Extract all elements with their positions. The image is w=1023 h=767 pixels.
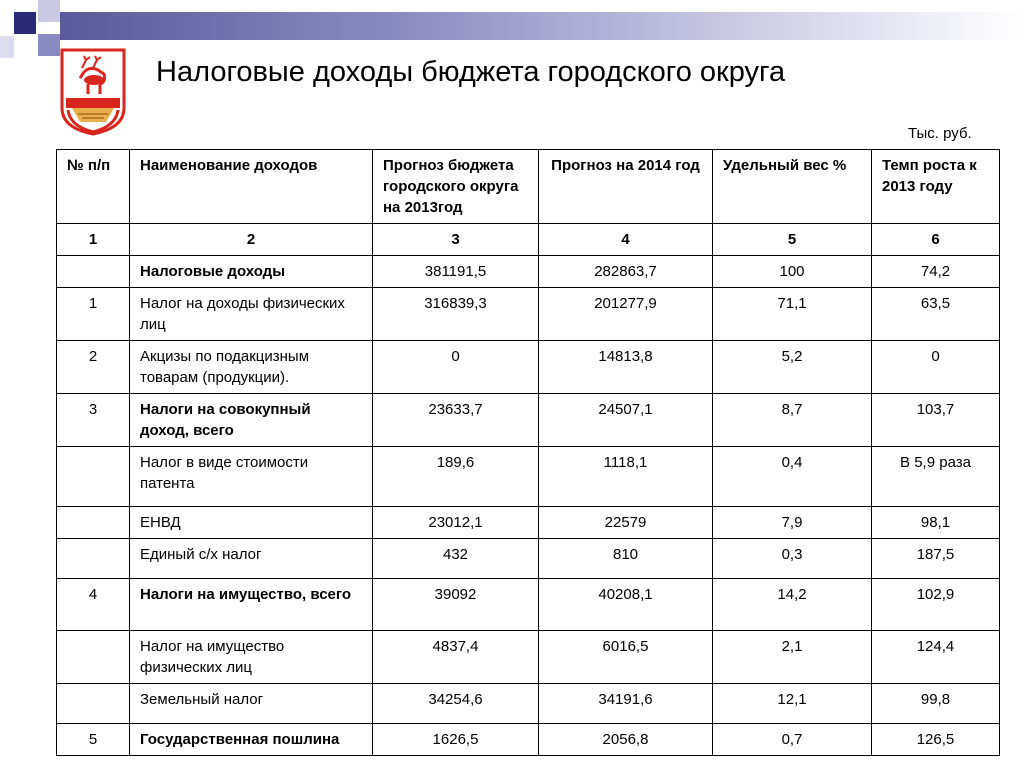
row-share: 5,2 [713,341,872,394]
row-forecast-2014: 24507,1 [539,394,713,447]
row-share: 8,7 [713,394,872,447]
deco-square-light-2 [0,36,14,58]
deco-square-dark [14,12,36,34]
table-row [57,288,1000,341]
row-forecast-2013: 23012,1 [373,507,539,539]
row-growth: 99,8 [872,684,1000,724]
row-name: Налоги на имущество, всего [130,579,373,631]
column-header-name: Наименование доходов [130,150,373,224]
row-number: 2 [57,341,130,394]
row-forecast-2014: 6016,5 [539,631,713,684]
row-share: 0,4 [713,447,872,507]
column-number-row [57,224,1000,256]
row-share: 14,2 [713,579,872,631]
row-forecast-2014: 2056,8 [539,724,713,756]
top-decorative-band [60,12,1023,40]
column-header-forecast-2013: Прогноз бюджета городского округа на 2013год [373,150,539,224]
row-share: 0,7 [713,724,872,756]
row-name: Налоговые доходы [130,256,373,288]
column-number: 1 [57,224,130,256]
row-share: 100 [713,256,872,288]
column-number: 2 [130,224,373,256]
row-number: 5 [57,724,130,756]
row-number [57,539,130,579]
table-row [57,447,1000,507]
table-row [57,724,1000,756]
units-label: Тыс. руб. [908,125,972,142]
row-share: 2,1 [713,631,872,684]
page-title: Налоговые доходы бюджета городского округа [156,56,786,88]
table-row [57,579,1000,631]
row-forecast-2013: 39092 [373,579,539,631]
row-forecast-2013: 432 [373,539,539,579]
row-forecast-2014: 34191,6 [539,684,713,724]
row-forecast-2014: 40208,1 [539,579,713,631]
table-row [57,684,1000,724]
row-growth: В 5,9 раза [872,447,1000,507]
row-name: Земельный налог [130,684,373,724]
row-number [57,447,130,507]
row-name: ЕНВД [130,507,373,539]
table-row [57,539,1000,579]
row-share: 0,3 [713,539,872,579]
row-number [57,256,130,288]
row-name: Единый с/х налог [130,539,373,579]
row-forecast-2013: 4837,4 [373,631,539,684]
row-growth: 102,9 [872,579,1000,631]
row-name: Налоги на совокупный доход, всего [130,394,373,447]
row-name: Налог в виде стоимости патента [130,447,373,507]
row-forecast-2013: 381191,5 [373,256,539,288]
row-growth: 63,5 [872,288,1000,341]
row-share: 71,1 [713,288,872,341]
row-forecast-2013: 0 [373,341,539,394]
row-forecast-2014: 14813,8 [539,341,713,394]
row-growth: 126,5 [872,724,1000,756]
coat-of-arms-icon [60,48,126,136]
table-row [57,507,1000,539]
row-name: Налог на доходы физических лиц [130,288,373,341]
column-number: 4 [539,224,713,256]
row-number: 3 [57,394,130,447]
row-number: 1 [57,288,130,341]
column-number: 6 [872,224,1000,256]
table-row [57,341,1000,394]
table-row [57,256,1000,288]
row-forecast-2014: 201277,9 [539,288,713,341]
column-header-share: Удельный вес % [713,150,872,224]
column-number: 5 [713,224,872,256]
table-body [57,256,1000,756]
row-name: Акцизы по подакцизным товарам (продукции). [130,341,373,394]
column-header-forecast-2014: Прогноз на 2014 год [539,150,713,224]
row-number: 4 [57,579,130,631]
table-row [57,394,1000,447]
row-forecast-2013: 23633,7 [373,394,539,447]
row-forecast-2014: 1118,1 [539,447,713,507]
row-forecast-2014: 810 [539,539,713,579]
table-header-row [57,150,1000,224]
row-growth: 98,1 [872,507,1000,539]
column-header-growth: Темп роста к 2013 году [872,150,1000,224]
row-share: 12,1 [713,684,872,724]
row-forecast-2013: 1626,5 [373,724,539,756]
column-number: 3 [373,224,539,256]
row-number [57,684,130,724]
row-growth: 124,4 [872,631,1000,684]
row-forecast-2013: 189,6 [373,447,539,507]
row-number [57,507,130,539]
row-number [57,631,130,684]
row-forecast-2014: 22579 [539,507,713,539]
row-growth: 74,2 [872,256,1000,288]
deco-square-mid [38,34,60,56]
tax-revenue-table [56,149,1000,756]
row-growth: 0 [872,341,1000,394]
row-name: Государственная пошлина [130,724,373,756]
deco-square-light [38,0,60,22]
row-name: Налог на имущество физических лиц [130,631,373,684]
row-forecast-2013: 34254,6 [373,684,539,724]
row-forecast-2014: 282863,7 [539,256,713,288]
row-forecast-2013: 316839,3 [373,288,539,341]
row-growth: 103,7 [872,394,1000,447]
column-header-number: № п/п [57,150,130,224]
row-growth: 187,5 [872,539,1000,579]
row-share: 7,9 [713,507,872,539]
table-row [57,631,1000,684]
